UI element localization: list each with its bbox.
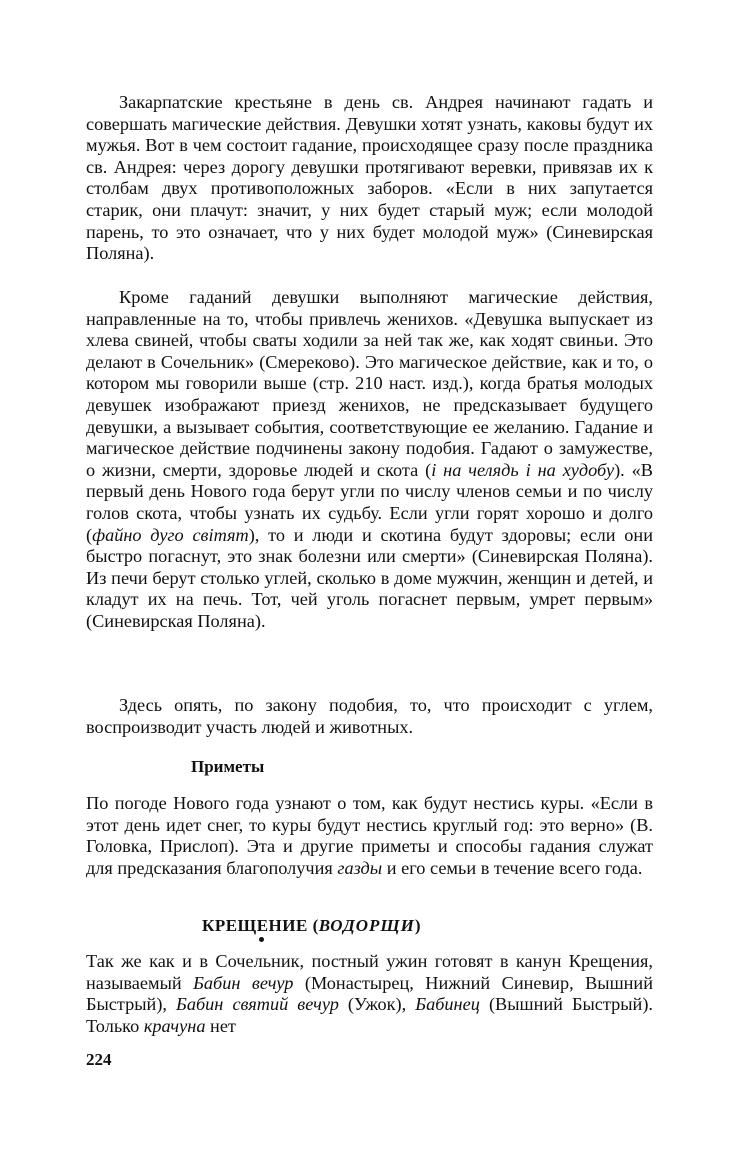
heading-run: КРЕЩЕНИЕ ( — [202, 916, 319, 935]
paragraph-text — [86, 951, 653, 1037]
italic-phrase: крачуна — [143, 1015, 206, 1036]
text-run: ), то и люди и скотина будут здоровы; если они быстро погаснут, это знак болезни или смерти» (Синевирская Поляна). Из печи берут столько углей, сколько в доме мужчин, женщин и детей, и кладут их на печь. Тот, чей уголь погаснет первым, умрет первым» (Синевирская Поляна). — [86, 524, 653, 631]
italic-phrase: і на челядь і на худобу — [431, 459, 615, 480]
bullet-mark — [259, 937, 264, 942]
paragraph-similarity-law — [86, 695, 653, 738]
paragraph-magic-actions — [86, 287, 653, 633]
italic-phrase: Бабинец — [415, 994, 480, 1015]
italic-phrase: газды — [337, 857, 383, 878]
paragraph-andrew-divination — [86, 92, 653, 265]
paragraph-new-year-weather — [86, 793, 653, 879]
text-run: (Монастырец, Нижний Синевир, Вышний Быстрый), — [86, 972, 653, 1015]
text-run: По погоде Нового года узнают о том, как будут нестись куры. «Если в этот день идет снег, то куры будут нестись круглый год: это верно» (В. Головка, Прислоп). Эта и другие приметы и способы гадания служат для предсказания благополучия — [86, 793, 653, 878]
paragraph-text: Здесь опять, по закону подобия, то, что происходит с углем, воспроизводит участь людей и животных. — [86, 695, 653, 737]
italic-phrase: файно дуго світят — [92, 524, 249, 545]
heading-run: ) — [414, 916, 421, 935]
section-heading-epiphany — [202, 916, 421, 936]
paragraph-text: Закарпатские крестьяне в день св. Андрея начинают гадать и совершать магические действия. Девушки хотят узнать, каковы будут их мужья. Вот в чем состоит гадание, происходящее сразу после праздника св. Андрея: через дорогу девушки протягивают веревки, привязав их к столбам двух противоположных заборов. «Если в них запутается старик, они плачут: значит, у них будет старый муж; если молодой парень, то это означает, что у них будет молодой муж» (Синевирская Поляна). — [86, 92, 653, 264]
text-run: ). «В первый день Нового года берут угли по числу членов семьи и по числу голов скота, чтобы узнать их судьбу. Если угли горят хорошо и долго ( — [86, 459, 653, 545]
heading-italic: ВОДОРЩИ — [318, 916, 415, 935]
paragraph-text — [86, 793, 653, 879]
text-run: Кроме гаданий девушки выполняют магические действия, направленные на то, чтобы привлечь женихов. «Девушка выпускает из хлева свиней, чтобы сваты ходили за ней так же, как ходят свиньи. Это делают в Сочельник» (Смереково). Это магическое действие, как и то, о котором мы говорили выше (стр. 210 наст. изд.), когда братья молодых девушек изображают приезд женихов, не предсказывает будущего девушки, а вызывает события, соответствующие ее желанию. Гадание и магическое действие подчинены закону подобия. Гадают о замужестве, о жизни, смерти, здоровье людей и скота ( — [86, 287, 653, 480]
page-number: 224 — [86, 1050, 112, 1069]
text-run: и его семьи в течение всего года. — [382, 857, 643, 878]
section-heading-omens: Приметы — [191, 757, 265, 776]
text-run: Так же как и в Сочельник, постный ужин готовят в канун Крещения, называемый — [86, 951, 653, 993]
italic-phrase: Бабин святий вечур — [176, 994, 339, 1015]
text-run: (Ужок), — [338, 994, 416, 1015]
text-run: нет — [205, 1015, 236, 1036]
text-run: (Вышний Быстрый). Только — [86, 994, 653, 1036]
italic-phrase: Бабин вечур — [193, 972, 294, 993]
paragraph-text — [86, 287, 653, 633]
paragraph-epiphany-eve — [86, 951, 653, 1037]
